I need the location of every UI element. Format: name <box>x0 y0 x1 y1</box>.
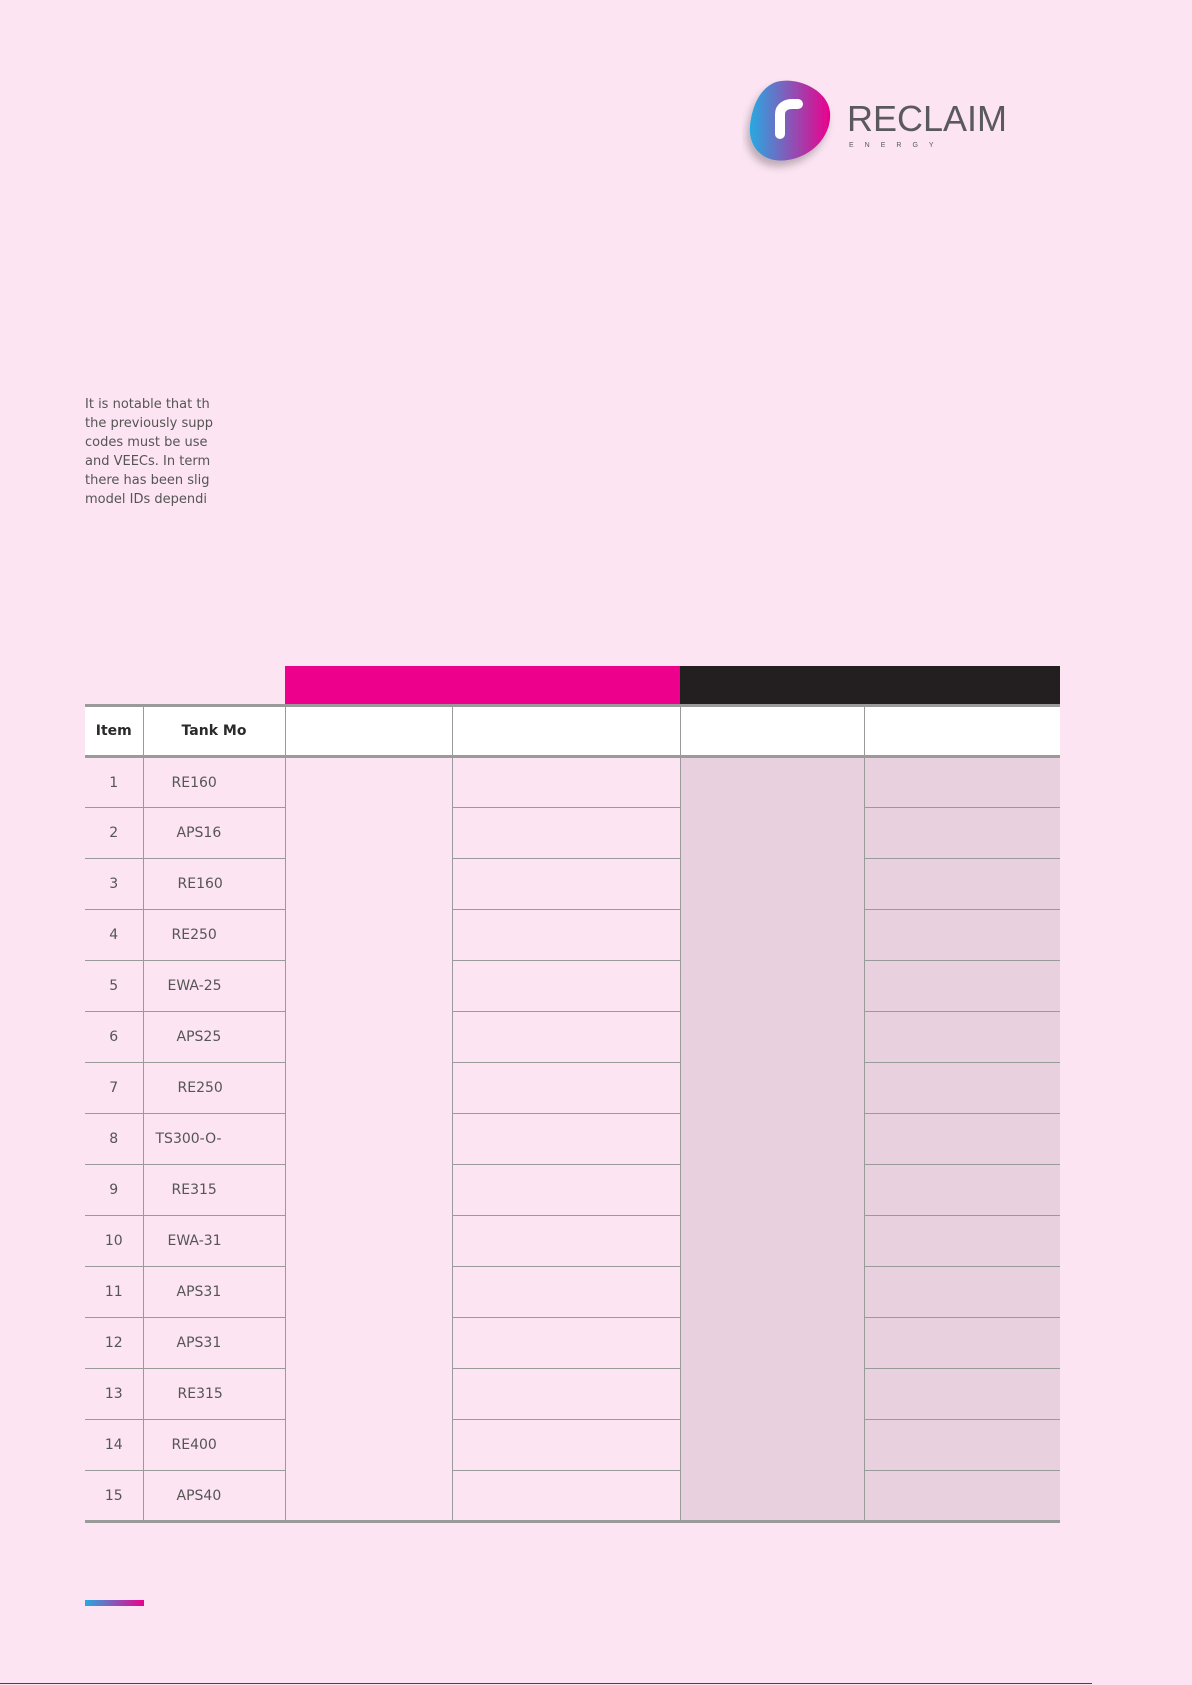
cell-blank <box>452 757 680 808</box>
table-row <box>85 961 1060 1012</box>
cell-shaded <box>864 961 1060 1012</box>
cell-item: 8 <box>85 1114 143 1165</box>
header-col-6 <box>864 706 1060 757</box>
cell-model: APS31 <box>143 1318 285 1369</box>
table-header-row <box>85 706 1060 757</box>
cell-item: 1 <box>85 757 143 808</box>
merged-shaded-cell <box>680 757 864 1522</box>
cell-blank <box>452 1216 680 1267</box>
cell-item: 14 <box>85 1420 143 1471</box>
page-bottom-rule <box>0 1683 1092 1684</box>
header-item: Item <box>85 706 143 757</box>
cell-shaded <box>864 1420 1060 1471</box>
table-row <box>85 1471 1060 1522</box>
cell-model: EWA-31 <box>143 1216 285 1267</box>
header-band-dark <box>680 666 1060 704</box>
table-row <box>85 910 1060 961</box>
cell-shaded <box>864 1012 1060 1063</box>
table-row <box>85 859 1060 910</box>
cell-model: EWA-25 <box>143 961 285 1012</box>
cell-item: 6 <box>85 1012 143 1063</box>
table-row <box>85 1063 1060 1114</box>
header-band-pink <box>285 666 680 704</box>
cell-shaded <box>864 910 1060 961</box>
cell-model: APS40 <box>143 1471 285 1522</box>
table-row <box>85 1318 1060 1369</box>
cell-blank <box>452 1369 680 1420</box>
cell-model: RE160 <box>143 859 285 910</box>
cell-blank <box>452 808 680 859</box>
cell-item: 15 <box>85 1471 143 1522</box>
reclaim-logo-icon <box>742 78 842 178</box>
cell-blank <box>452 1114 680 1165</box>
cell-model: TS300-O- <box>143 1114 285 1165</box>
footer-gradient-bar <box>85 1600 144 1606</box>
cell-blank <box>452 1471 680 1522</box>
intro-line: the previously supp <box>85 416 214 431</box>
cell-blank <box>452 961 680 1012</box>
cell-item: 7 <box>85 1063 143 1114</box>
cell-item: 11 <box>85 1267 143 1318</box>
reclaim-energy-logo <box>742 78 1012 174</box>
cell-item: 12 <box>85 1318 143 1369</box>
cell-model: RE160 <box>143 757 285 808</box>
cell-model: RE400 <box>143 1420 285 1471</box>
table-row <box>85 1369 1060 1420</box>
table-row <box>85 1012 1060 1063</box>
merged-blank-cell <box>285 757 452 1522</box>
cell-item: 2 <box>85 808 143 859</box>
cell-shaded <box>864 859 1060 910</box>
cell-blank <box>452 1267 680 1318</box>
table-row <box>85 1267 1060 1318</box>
cell-item: 10 <box>85 1216 143 1267</box>
cell-model: RE315 <box>143 1165 285 1216</box>
intro-line: there has been slig <box>85 473 210 488</box>
cell-blank <box>452 1318 680 1369</box>
cell-blank <box>452 1420 680 1471</box>
cell-item: 3 <box>85 859 143 910</box>
table-row <box>85 1114 1060 1165</box>
intro-line: model IDs dependi <box>85 492 207 507</box>
header-col-3 <box>285 706 452 757</box>
cell-model: APS16 <box>143 808 285 859</box>
intro-line: It is notable that th <box>85 397 210 412</box>
cell-shaded <box>864 1318 1060 1369</box>
table-row <box>85 757 1060 808</box>
cell-shaded <box>864 1216 1060 1267</box>
cell-shaded <box>864 1165 1060 1216</box>
cell-blank <box>452 1165 680 1216</box>
cell-blank <box>452 1012 680 1063</box>
brand-name: RECLAIM <box>847 98 1008 139</box>
cell-shaded <box>864 1063 1060 1114</box>
cell-model: APS25 <box>143 1012 285 1063</box>
intro-paragraph <box>85 395 220 509</box>
cell-item: 5 <box>85 961 143 1012</box>
cell-item: 9 <box>85 1165 143 1216</box>
tank-model-table <box>85 704 1060 1523</box>
cell-model: RE250 <box>143 1063 285 1114</box>
brand-sub: ENERGY <box>849 142 945 149</box>
cell-shaded <box>864 808 1060 859</box>
header-tank-model: Tank Mo <box>143 706 285 757</box>
table-row <box>85 1216 1060 1267</box>
cell-item: 13 <box>85 1369 143 1420</box>
intro-line: codes must be use <box>85 435 208 450</box>
cell-model: RE315 <box>143 1369 285 1420</box>
header-col-4 <box>452 706 680 757</box>
intro-line: and VEECs. In term <box>85 454 211 469</box>
cell-shaded <box>864 757 1060 808</box>
cell-blank <box>452 910 680 961</box>
cell-blank <box>452 1063 680 1114</box>
cell-model: APS31 <box>143 1267 285 1318</box>
cell-model: RE250 <box>143 910 285 961</box>
table-row <box>85 808 1060 859</box>
cell-item: 4 <box>85 910 143 961</box>
cell-shaded <box>864 1471 1060 1522</box>
header-col-5 <box>680 706 864 757</box>
table-row <box>85 1420 1060 1471</box>
table-row <box>85 1165 1060 1216</box>
cell-shaded <box>864 1267 1060 1318</box>
cell-shaded <box>864 1369 1060 1420</box>
cell-blank <box>452 859 680 910</box>
cell-shaded <box>864 1114 1060 1165</box>
